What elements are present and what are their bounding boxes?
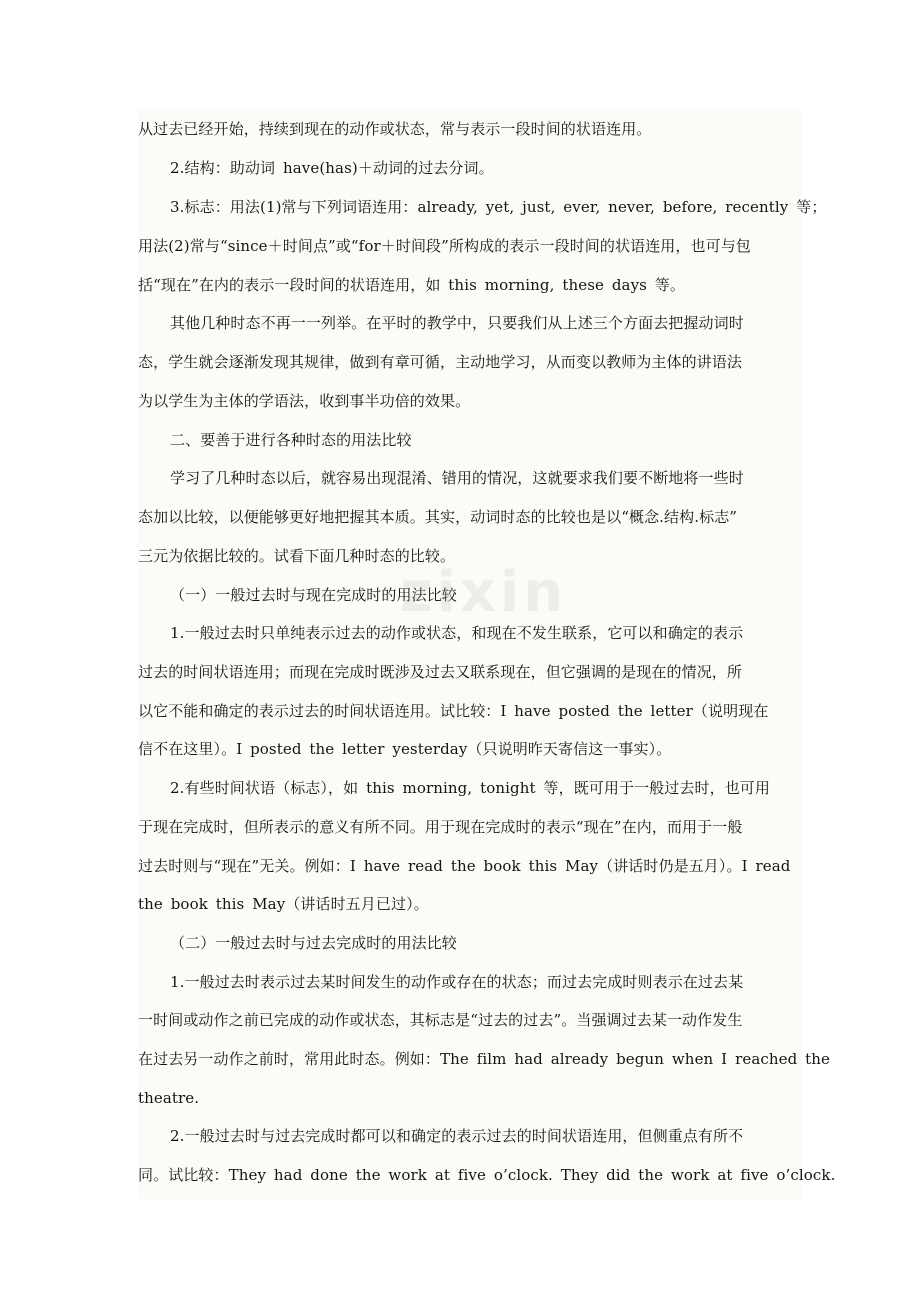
text-line: 2.结构：助动词 have(has)＋动词的过去分词。 [170,159,494,177]
subsection-heading: （一）一般过去时与现在完成时的用法比较 [170,586,457,604]
text-line: 态，学生就会逐渐发现其规律，做到有章可循，主动地学习，从而变以教师为主体的讲语法 [138,353,743,371]
text-line: 以它不能和确定的表示过去的时间状语连用。试比较：I have posted the letter（说明现在 [138,702,769,720]
text-line: 2.一般过去时与过去完成时都可以和确定的表示过去的时间状语连用，但侧重点有所不 [170,1127,744,1145]
text-line: 3.标志：用法(1)常与下列词语连用：already, yet, just, ever, never, before, recently 等； [170,198,827,216]
text-line: 过去的时间状语连用；而现在完成时既涉及过去又联系现在，但它强调的是现在的情况，所 [138,663,743,681]
text-line: 同。试比较：They had done the work at five o’clock. They did the work at five o’clock. [138,1166,836,1184]
text-line: 信不在这里）。I posted the letter yesterday（只说明昨天寄信这一事实）。 [138,740,672,758]
text-line: 为以学生为主体的学语法，收到事半功倍的效果。 [138,392,471,410]
text-line: 一时间或动作之前已完成的动作或状态，其标志是“过去的过去”。当强调过去某一动作发生 [138,1011,743,1029]
text-line: 过去时则与“现在”无关。例如：I have read the book this May（讲话时仍是五月）。I read [138,857,791,875]
text-line: 用法(2)常与“since＋时间点”或“for＋时间段”所构成的表示一段时间的状语连用，也可与包 [138,237,751,255]
subsection-heading: （二）一般过去时与过去完成时的用法比较 [170,934,457,952]
text-line: 1.一般过去时只单纯表示过去的动作或状态，和现在不发生联系，它可以和确定的表示 [170,624,744,642]
text-line: 于现在完成时，但所表示的意义有所不同。用于现在完成时的表示“现在”在内，而用于一般 [138,818,743,836]
text-line: theatre. [138,1089,200,1107]
text-line: 2.有些时间状语（标志），如 this morning, tonight 等，既可用于一般过去时，也可用 [170,779,770,797]
text-line: 态加以比较，以便能够更好地把握其本质。其实，动词时态的比较也是以“概念.结构.标志” [138,508,738,526]
text-line: 括“现在”在内的表示一段时间的状语连用，如 this morning, these days 等。 [138,276,686,294]
text-line: the book this May（讲话时五月已过）。 [138,895,429,913]
text-line: 其他几种时态不再一一列举。在平时的教学中，只要我们从上述三个方面去把握动词时 [170,314,744,332]
text-line: 学习了几种时态以后，就容易出现混淆、错用的情况，这就要求我们要不断地将一些时 [170,469,744,487]
document-body [138,109,836,1199]
section-heading: 二、要善于进行各种时态的用法比较 [170,431,412,449]
text-line: 1.一般过去时表示过去某时间发生的动作或存在的状态；而过去完成时则表示在过去某 [170,973,744,991]
text-line: 从过去已经开始，持续到现在的动作或状态，常与表示一段时间的状语连用。 [138,120,652,138]
text-line: 三元为依据比较的。试看下面几种时态的比较。 [138,547,456,565]
text-line: 在过去另一动作之前时，常用此时态。例如：The film had already begun when I reached the [138,1050,831,1068]
